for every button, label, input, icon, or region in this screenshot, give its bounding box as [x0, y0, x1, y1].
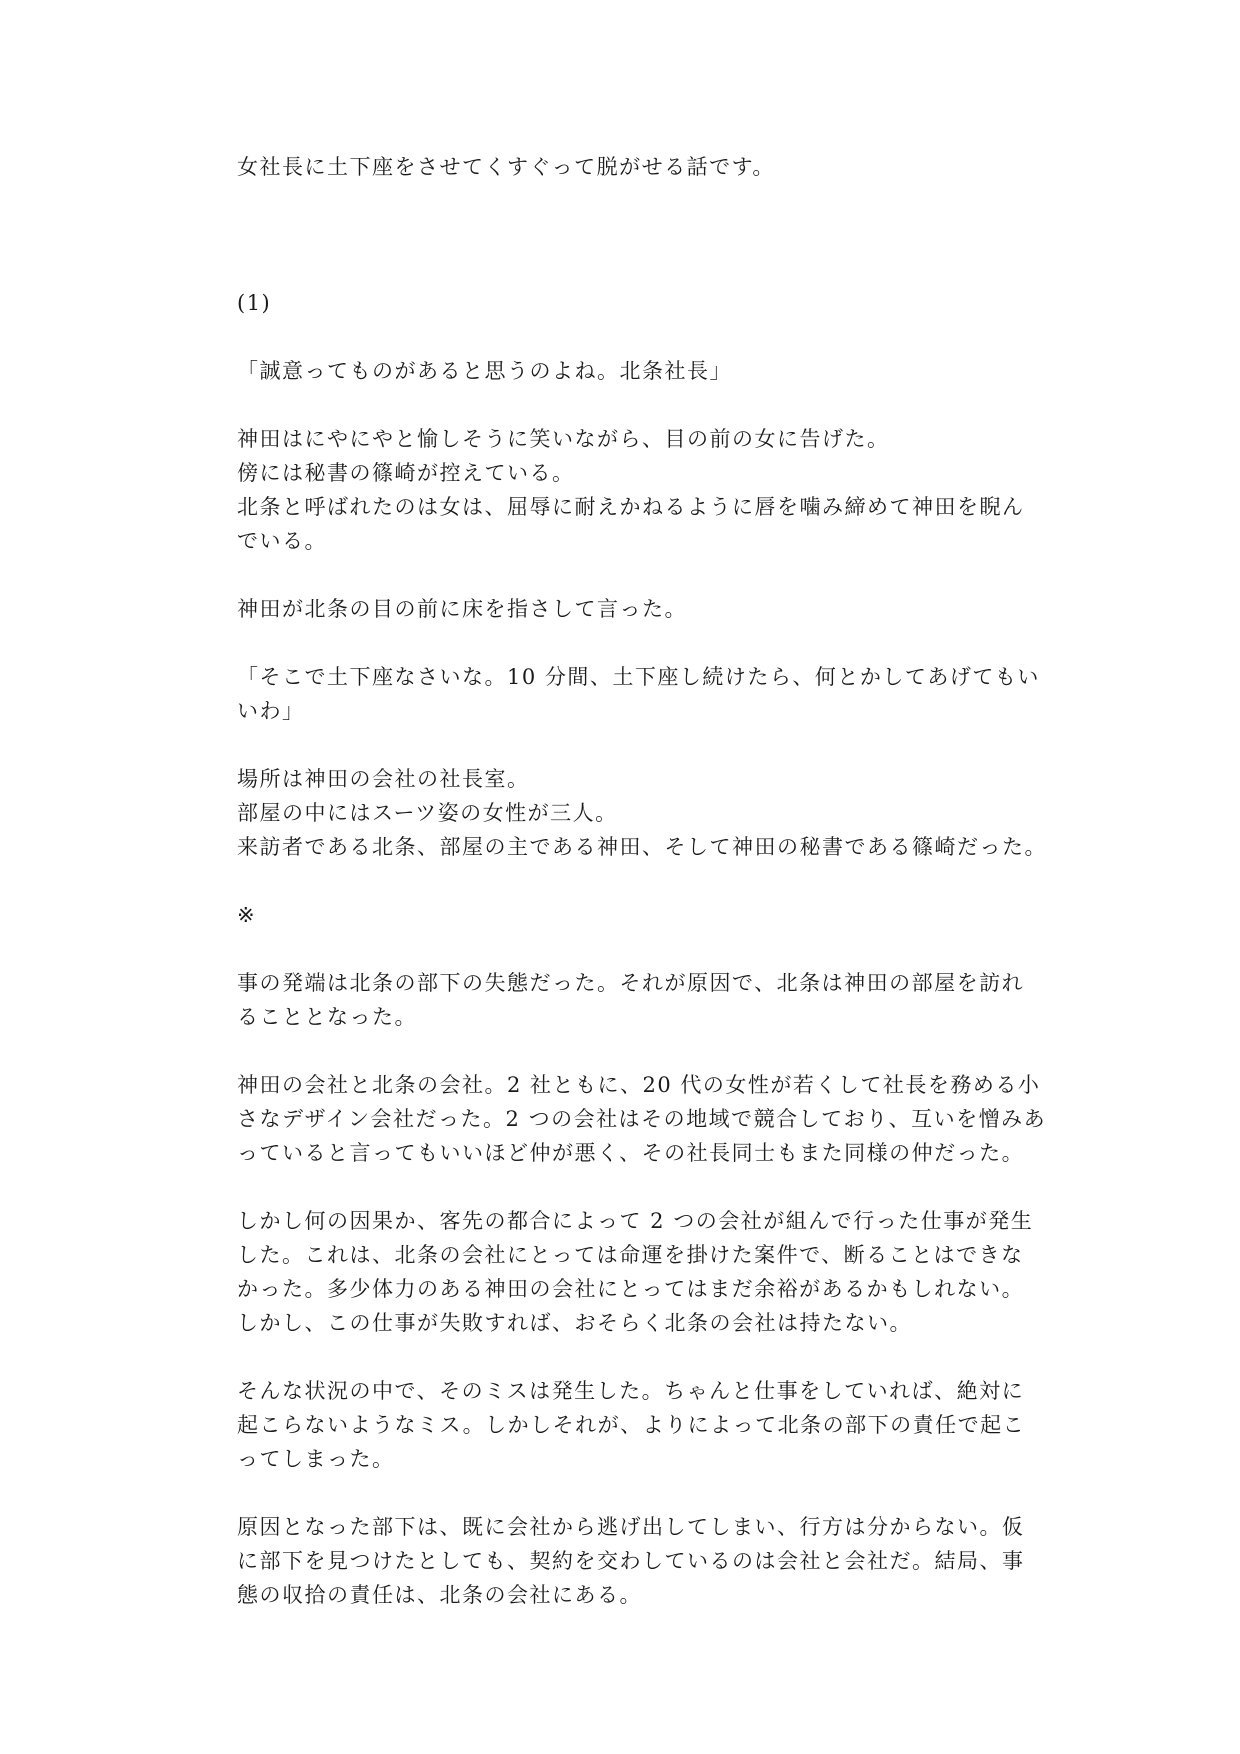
text-line: しかし何の因果か、客先の都合によって 2 つの会社が組んで行った仕事が発生 — [237, 1209, 1034, 1233]
text-line: 起こらないようなミス。しかしそれが、よりによって北条の部下の責任で起こ — [237, 1413, 1026, 1437]
spacer — [237, 388, 1017, 422]
spacer — [237, 932, 1017, 966]
spacer — [237, 184, 1017, 286]
text-line: そんな状況の中で、そのミスは発生した。ちゃんと仕事をしていれば、絶対に — [237, 1379, 1025, 1403]
spacer — [237, 558, 1017, 592]
paragraph — [237, 762, 1047, 864]
paragraph — [237, 1204, 1034, 1340]
text-line: した。これは、北条の会社にとっては命運を掛けた案件で、断ることはできな — [237, 1243, 1024, 1267]
text-line: でいる。 — [237, 529, 327, 553]
text-line: かった。多少体力のある神田の会社にとってはまだ余裕があるかもしれない。 — [237, 1277, 1025, 1301]
spacer — [237, 1170, 1017, 1204]
text-line: さなデザイン会社だった。2 つの会社はその地域で競合しており、互いを憎みあ — [237, 1107, 1047, 1131]
text-line: 傍には秘書の篠崎が控えている。 — [237, 461, 575, 485]
text-line: 事の発端は北条の部下の失態だった。それが原因で、北条は神田の部屋を訪れ — [237, 971, 1025, 995]
paragraph — [237, 1068, 1047, 1170]
text-line: いわ」 — [237, 699, 305, 723]
spacer — [237, 1034, 1017, 1068]
text-line: 神田はにやにやと愉しそうに笑いながら、目の前の女に告げた。 — [237, 427, 890, 451]
paragraph-list — [237, 354, 1047, 1612]
text-line: 北条と呼ばれたのは女は、屈辱に耐えかねるように唇を噛み締めて神田を睨ん — [237, 495, 1025, 519]
paragraph — [237, 660, 1040, 728]
text-line: 「誠意ってものがあると思うのよね。北条社長」 — [237, 359, 732, 383]
text-line: しかし、この仕事が失敗すれば、おそらく北条の会社は持たない。 — [237, 1311, 912, 1335]
intro-line: 女社長に土下座をさせてくすぐって脱がせる話です。 — [237, 155, 775, 179]
text-line: 来訪者である北条、部屋の主である神田、そして神田の秘書である篠崎だった。 — [237, 835, 1047, 859]
text-line: っていると言ってもいいほど仲が悪く、その社長同士もまた同様の仲だった。 — [237, 1141, 1025, 1165]
paragraph — [237, 422, 1025, 558]
text-line: 場所は神田の会社の社長室。 — [237, 767, 530, 791]
text-line: ってしまった。 — [237, 1447, 395, 1471]
spacer — [237, 728, 1017, 762]
text-line: 神田が北条の目の前に床を指さして言った。 — [237, 597, 687, 621]
text-line: 神田の会社と北条の会社。2 社ともに、20 代の女性が若くして社長を務める小 — [237, 1073, 1041, 1097]
text-line: に部下を見つけたとしても、契約を交わしているのは会社と会社だ。結局、事 — [237, 1549, 1025, 1573]
spacer — [237, 864, 1017, 898]
text-line: 部屋の中にはスーツ姿の女性が三人。 — [237, 801, 618, 825]
paragraph — [237, 354, 1017, 388]
text-line: 原因となった部下は、既に会社から逃げ出してしまい、行方は分からない。仮 — [237, 1515, 1025, 1539]
paragraph — [237, 1510, 1025, 1612]
text-line: ※ — [237, 903, 257, 927]
text-line: ることとなった。 — [237, 1005, 417, 1029]
text-line: 「そこで土下座なさいな。10 分間、土下座し続けたら、何とかしてあげてもい — [237, 665, 1040, 689]
spacer — [237, 1340, 1017, 1374]
spacer — [237, 1476, 1017, 1510]
document-body — [237, 150, 1047, 1612]
paragraph — [237, 1374, 1026, 1476]
paragraph — [237, 898, 1017, 932]
text-line: 態の収拾の責任は、北条の会社にある。 — [237, 1583, 642, 1607]
paragraph — [237, 966, 1025, 1034]
paragraph — [237, 592, 1017, 626]
spacer — [237, 320, 1017, 354]
spacer — [237, 626, 1017, 660]
chapter-number: (1) — [237, 291, 272, 315]
